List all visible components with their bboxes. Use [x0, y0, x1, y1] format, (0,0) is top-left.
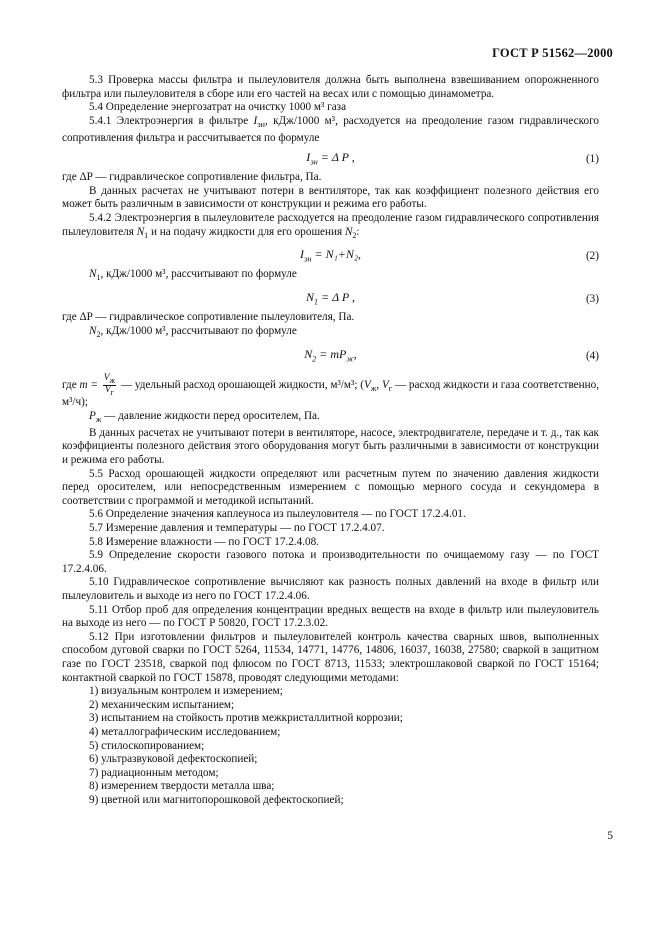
- formula-number: (1): [585, 153, 599, 166]
- formula-1-explanation: где ΔP — гидравлическое сопротивление фильтра, Па.: [62, 171, 322, 184]
- formula-number: (2): [585, 250, 599, 263]
- formula-4: $N_2 = mP_ж$, (4): [304, 346, 599, 364]
- page-number: 5: [607, 830, 613, 842]
- paragraph-5-4-1: 5.4.1 Электроэнергия в фильтре $I_{эн}$, кДж/1000 м³, расходуется на преодоление газом гидравлического сопротивления фильтра и рассчитывается по формуле: [62, 114, 600, 144]
- weld-inspection-methods-list: [62, 685, 599, 807]
- paragraph-5-9: 5.9 Определение скорости газового потока и производительности по очищаемому газу — по ГОСТ 17.2.4.06.: [62, 549, 599, 575]
- list-item: 6) ультразвуковой дефектоскопией;: [89, 753, 258, 766]
- note-equipment-losses: В данных расчетах не учитывают потери в вентиляторе, насосе, электродвигателе, передаче и т. д., так как коэффициенты полезного действия этого оборудования могут быть различными в зависимости от конструкции и режима его работы.: [62, 426, 599, 467]
- list-item: 5) стилоскопированием;: [89, 739, 205, 752]
- list-item: 3) испытанием на стойкость против межкристаллитной коррозии;: [89, 712, 403, 725]
- standard-header: ГОСТ Р 51562—2000: [492, 46, 613, 60]
- list-item: 1) визуальным контролем и измерением;: [89, 685, 283, 698]
- list-item: 9) цветной или магнитопорошковой дефектоскопией;: [89, 793, 344, 806]
- document-body: [62, 74, 599, 807]
- paragraph-5-6: 5.6 Определение значения каплеуноса из пылеуловителя — по ГОСТ 17.2.4.01.: [89, 508, 466, 521]
- formula-number: (4): [585, 349, 599, 362]
- formula-3: $N_1 = \Delta$ P , (3): [305, 290, 599, 307]
- flow-ratio-fraction: $\frac{V_ж}{V_г}$: [103, 372, 116, 397]
- formula-3-explanation: где ΔP — гидравлическое сопротивление пылеуловителя, Па.: [62, 311, 355, 324]
- paragraph-5-4: 5.4 Определение энергозатрат на очистку 1000 м³ газа: [89, 101, 347, 114]
- paragraph-5-11: 5.11 Отбор проб для определения концентрации вредных веществ на входе в фильтр или пылеуловитель на выходе из него — по ГОСТ Р 50820, ГОСТ 17.2.3.02.: [62, 603, 599, 630]
- note-fan-losses: В данных расчетах не учитывают потери в вентиляторе, так как коэффициент полезного действия его может быть различным в зависимости от конструкции и режима его работы.: [62, 184, 599, 211]
- n1-definition: $N_1$, кДж/1000 м³, рассчитывают по формуле: [89, 268, 297, 283]
- pressure-definition: $P_ж$ — давление жидкости перед оросителем, Па.: [89, 410, 320, 425]
- list-item: 8) измерением твердости металла шва;: [89, 780, 275, 793]
- n2-definition: $N_2$, кДж/1000 м³, рассчитывают по формуле: [89, 324, 297, 340]
- list-item: 4) металлографическим исследованием;: [89, 725, 281, 738]
- paragraph-5-7: 5.7 Измерение давления и температуры — по ГОСТ 17.2.4.07.: [89, 522, 385, 535]
- list-item: 2) механическим испытанием;: [89, 698, 235, 711]
- paragraph-5-5: 5.5 Расход орошающей жидкости определяют или расчетным путем по значению давления жидкости перед оросителем, или непосредственным измерением с помощью мерного сосуда и секундомера в соответствии с программой и методикой испытаний.: [62, 467, 599, 507]
- formula-1: $I_{эн} = \Delta$ P , (1): [306, 150, 599, 167]
- formula-4-explanation: где m = $\frac{V_ж}{V_г}$ — удельный расход орошающей жидкости, м³/м³; ($V_ж$, $V_г$ — расход жидкости и газа соответственно, м³/ч);: [62, 372, 599, 409]
- list-item: 7) радиационным методом;: [89, 766, 219, 779]
- paragraph-5-8: 5.8 Измерение влажности — по ГОСТ 17.2.4.08.: [89, 535, 319, 548]
- paragraph-5-4-2: 5.4.2 Электроэнергия в пылеуловителе расходуется на преодоление газом гидравлического сопротивления пылеуловителя $N_1$ и на подачу жидкости для его орошения $N_2$:: [62, 211, 599, 240]
- paragraph-5-10: 5.10 Гидравлическое сопротивление вычисляют как разность полных давлений на входе в фильтр или пылеуловитель и выходе из него по ГОСТ 17.2.4.06.: [62, 576, 599, 602]
- paragraph-5-12: 5.12 При изготовлении фильтров и пылеуловителей контроль качества сварных швов, выполненных способом дуговой сварки по ГОСТ 5264, 11534, 14771, 14776, 14806, 16037, 16038, 27580; сваркой в защитном газе по ГОСТ 23518, сваркой под флюсом по ГОСТ 8713, 11533; электрошлаковой сваркой по ГОСТ 15164; контактной сваркой по ГОСТ 15878, проводят следующими методами:: [62, 630, 599, 684]
- formula-2: $I_{эн} = N_1+N_2$, (2): [299, 247, 599, 264]
- formula-number: (3): [585, 293, 599, 306]
- paragraph-5-3: 5.3 Проверка массы фильтра и пылеуловителя должна быть выполнена взвешиванием опорожненного фильтра или пылеуловителя в сборе или его частей на весах или с помощью динамометра.: [62, 74, 599, 100]
